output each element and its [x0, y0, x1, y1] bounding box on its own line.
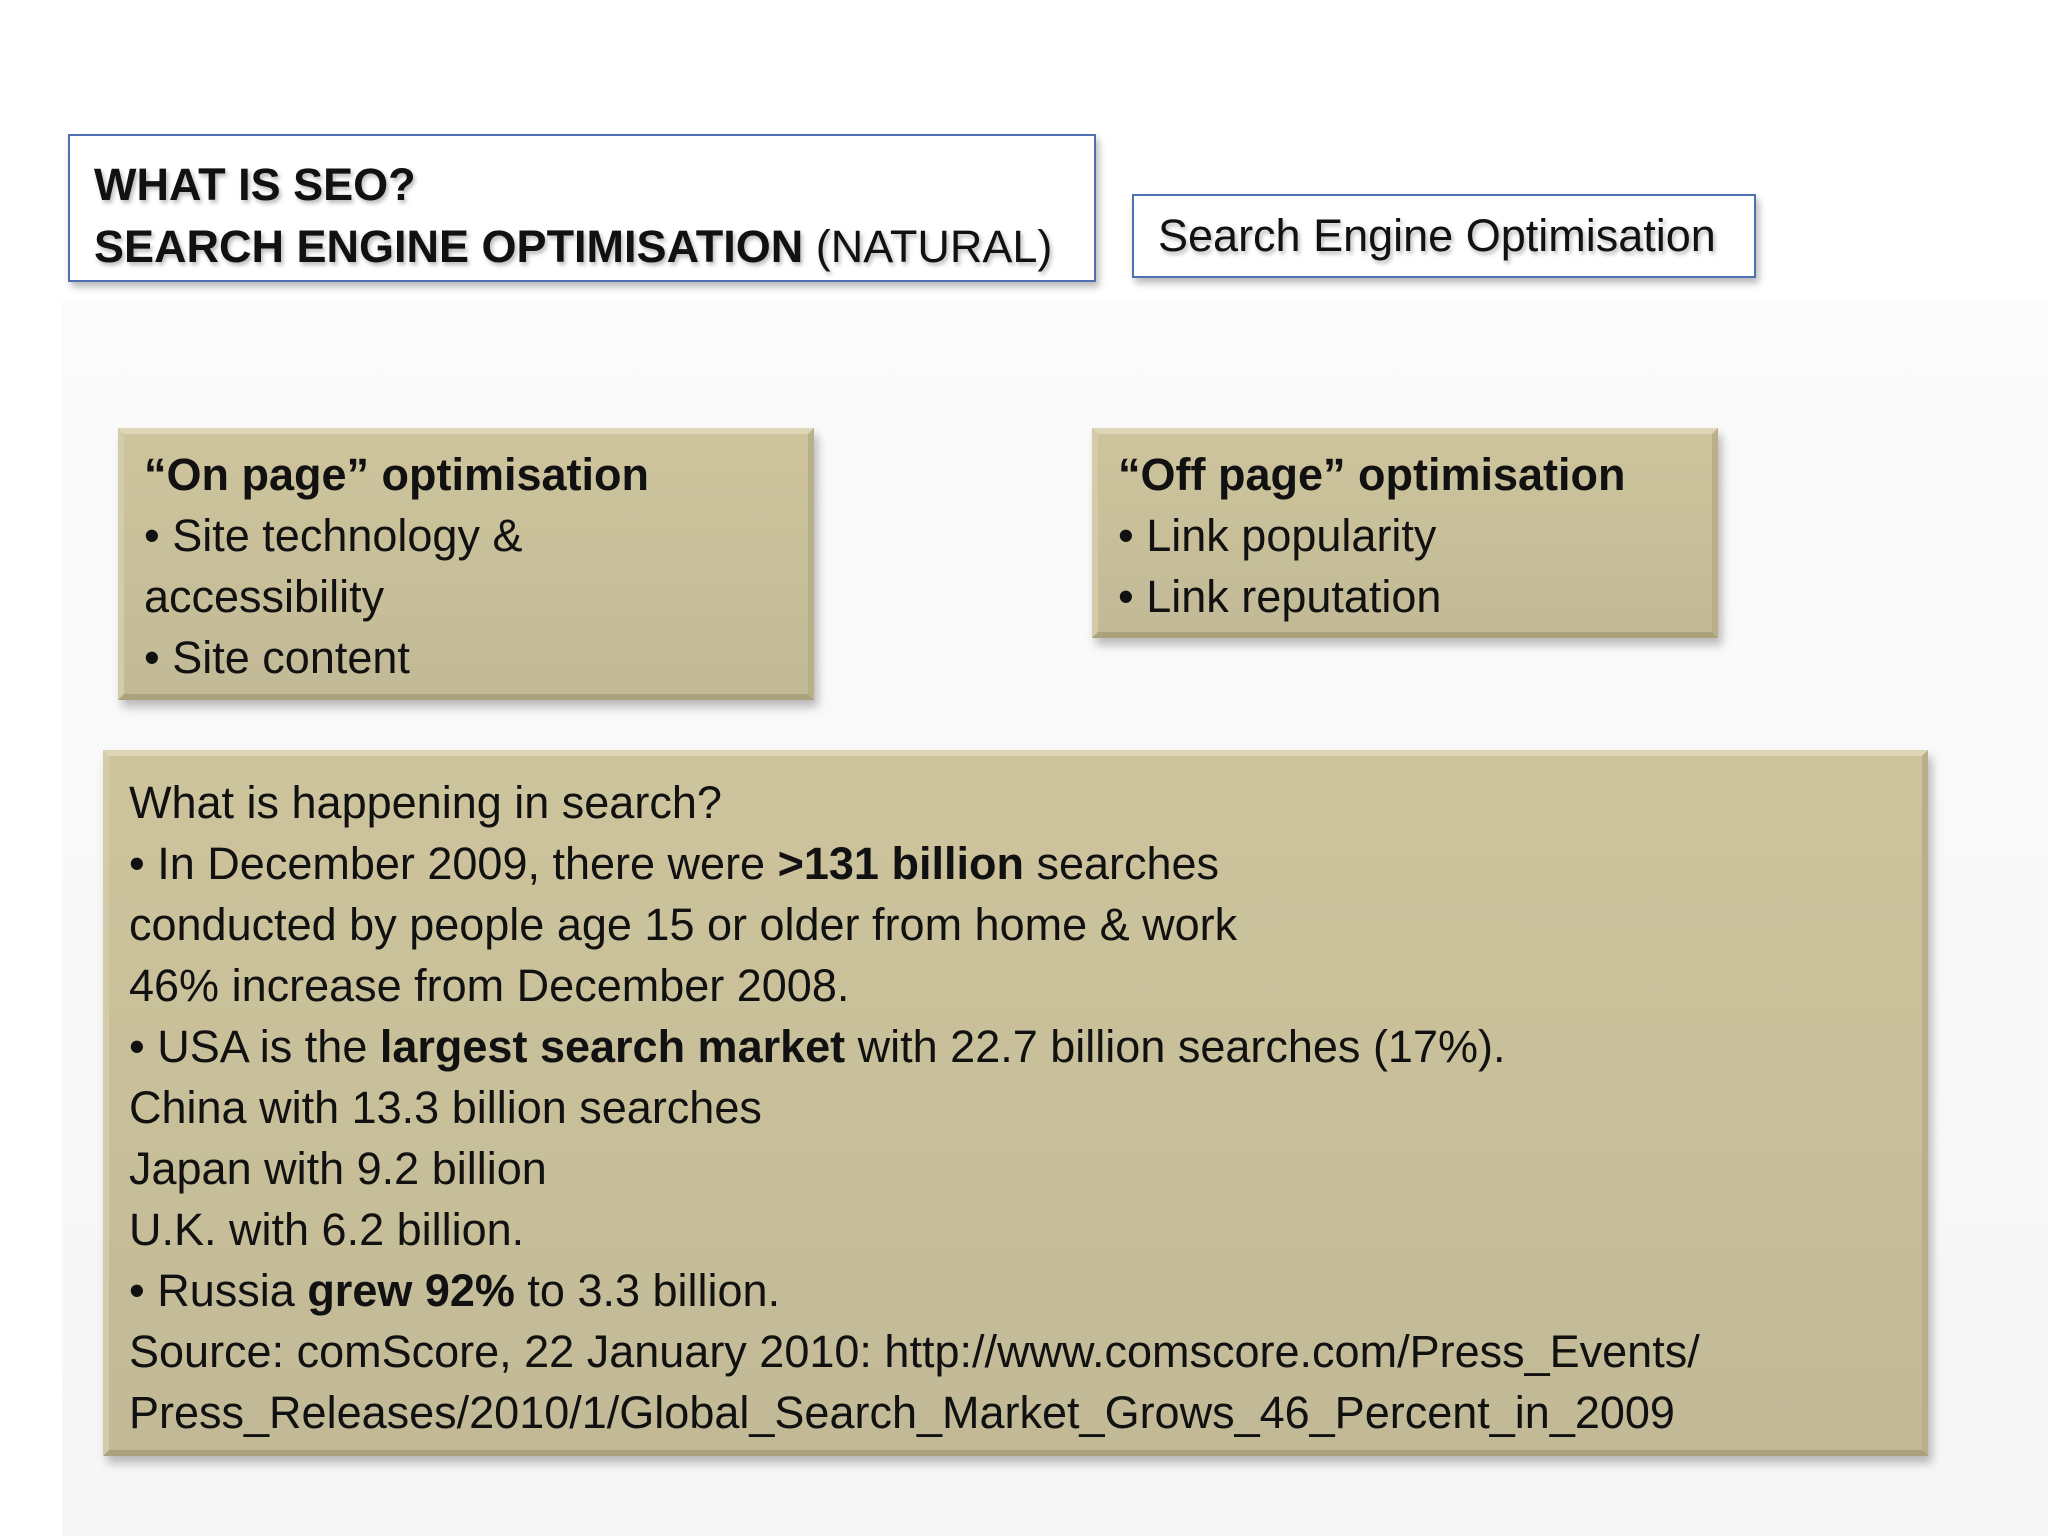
on-page-item-1: • Site technology & [144, 510, 523, 561]
stats-line-4-post: with 22.7 billion searches (17%). [845, 1021, 1506, 1072]
search-stats-box [103, 750, 1928, 1456]
subtitle-box [1132, 194, 1756, 278]
stats-line-1-bold: >131 billion [777, 838, 1024, 889]
stats-line-3: 46% increase from December 2008. [129, 960, 850, 1011]
subtitle-text: Search Engine Optimisation [1158, 210, 1716, 261]
on-page-heading: “On page” optimisation [144, 449, 650, 500]
stats-line-8-pre: • Russia [129, 1265, 308, 1316]
stats-line-1-post: searches [1023, 838, 1220, 889]
stats-source-line-1: Source: comScore, 22 January 2010: http://www.comscore.com/Press_Events/ [129, 1326, 1700, 1377]
on-page-box [118, 428, 814, 700]
stats-line-7: U.K. with 6.2 billion. [129, 1204, 525, 1255]
stats-heading: What is happening in search? [129, 777, 722, 828]
stats-line-1-pre: • In December 2009, there were [129, 838, 778, 889]
stats-line-1 [129, 833, 1902, 894]
title-line-1: WHAT IS SEO? [94, 159, 416, 210]
stats-line-4-pre: • USA is the [129, 1021, 380, 1072]
stats-line-4-bold: largest search market [379, 1021, 846, 1072]
title-line-2 [94, 216, 1072, 278]
title-box [68, 134, 1096, 282]
off-page-item-2: • Link reputation [1118, 571, 1442, 622]
off-page-item-1: • Link popularity [1118, 510, 1437, 561]
off-page-box [1092, 428, 1718, 638]
title-line-2-plain: (NATURAL) [803, 221, 1053, 272]
off-page-heading: “Off page” optimisation [1118, 449, 1626, 500]
stats-source-line-2: Press_Releases/2010/1/Global_Search_Market_Grows_46_Percent_in_2009 [129, 1387, 1675, 1438]
stats-line-8-post: to 3.3 billion. [514, 1265, 781, 1316]
stats-line-8 [129, 1260, 1902, 1321]
stats-line-2: conducted by people age 15 or older from home & work [129, 899, 1238, 950]
stats-line-5: China with 13.3 billion searches [129, 1082, 762, 1133]
title-line-2-bold: SEARCH ENGINE OPTIMISATION [94, 221, 804, 272]
on-page-item-1-cont: accessibility [144, 571, 385, 622]
stats-line-6: Japan with 9.2 billion [129, 1143, 547, 1194]
stats-line-8-bold: grew 92% [307, 1265, 515, 1316]
on-page-item-2: • Site content [144, 632, 410, 683]
stats-line-4 [129, 1016, 1902, 1077]
